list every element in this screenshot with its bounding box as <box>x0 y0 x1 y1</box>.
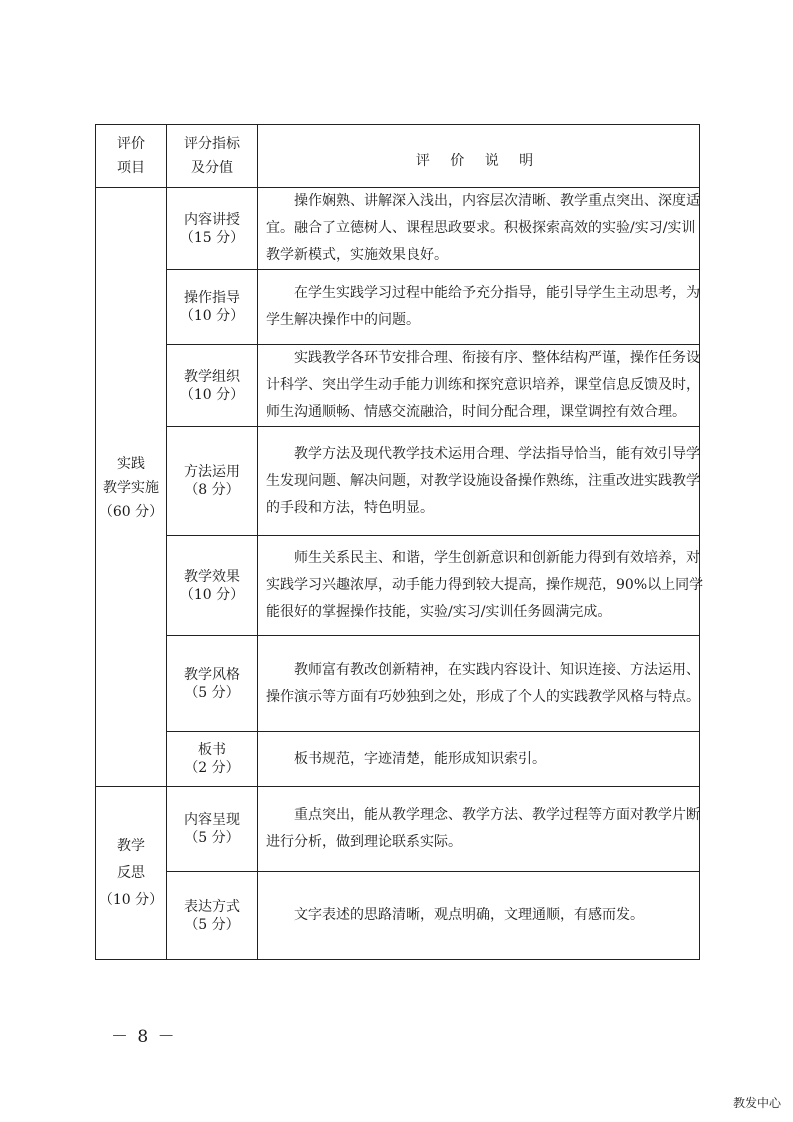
description-cell <box>258 732 700 787</box>
indicator-cell <box>167 872 258 960</box>
table-row <box>96 270 700 345</box>
description-line: 操作演示等方面有巧妙独到之处，形成了个人的实践教学风格与特点。 <box>266 688 700 705</box>
description-line: 实践教学各环节安排合理、衔接有序、整体结构严谨，操作任务设 <box>294 350 700 366</box>
indicator-score: （5 分） <box>184 830 240 846</box>
indicator-score: （10 分） <box>179 308 245 324</box>
indicator-cell <box>167 787 258 872</box>
evaluation-table <box>95 124 704 960</box>
description-cell <box>258 636 700 732</box>
description-line: 进行分析，做到理论联系实际。 <box>266 834 462 850</box>
description-line: 文字表述的思路清晰，观点明确，文理通顺，有感而发。 <box>294 907 644 923</box>
description-line: 师生关系民主、和谐，学生创新意识和创新能力得到有效培养，对 <box>294 550 700 566</box>
indicator-name: 表达方式 <box>184 898 240 915</box>
indicator-cell <box>167 345 258 427</box>
description-line: 师生沟通顺畅、情感交流融洽，时间分配合理，课堂调控有效合理。 <box>266 404 686 420</box>
table-row <box>96 536 700 636</box>
description-line: 在学生实践学习过程中能给予充分指导，能引导学生主动思考，为 <box>294 285 700 301</box>
description-cell <box>258 536 704 636</box>
indicator-name: 教学组织 <box>184 368 240 385</box>
indicator-cell <box>167 536 258 636</box>
section-score: （60 分） <box>98 504 164 520</box>
header-indicator-score <box>167 125 258 188</box>
indicator-cell <box>167 188 258 270</box>
description-line: 的手段和方法，特色明显。 <box>266 499 434 516</box>
description-line: 生发现问题、解决问题，对教学设施设备操作熟练，注重改进实践教学 <box>266 472 700 489</box>
description-line: 计科学、突出学生动手能力训练和探究意识培养，课堂信息反馈及时， <box>266 377 700 393</box>
description-line: 重点突出，能从教学理念、教学方法、教学过程等方面对教学片断 <box>294 807 700 823</box>
indicator-name: 教学效果 <box>184 568 240 585</box>
indicator-score: （2 分） <box>184 760 240 776</box>
table-row <box>96 345 700 427</box>
description-cell <box>258 427 700 536</box>
section-label: 实践 <box>117 456 145 472</box>
section-practical-teaching <box>96 188 167 787</box>
indicator-score: （10 分） <box>179 586 245 603</box>
footer-note: 教发中心 <box>733 1096 782 1110</box>
table-row <box>96 732 700 787</box>
section-label: 教学实施 <box>103 480 159 496</box>
description-line: 教师富有教改创新精神，在实践内容设计、知识连接、方法运用、 <box>294 661 700 678</box>
description-line: 宜。融合了立德树人、课程思政要求。积极探索高效的实验/实习/实训 <box>266 220 696 236</box>
indicator-name: 教学风格 <box>184 666 240 683</box>
header-text: 及分值 <box>191 160 233 176</box>
indicator-name: 方法运用 <box>184 464 240 480</box>
table-row <box>96 188 700 270</box>
indicator-name: 操作指导 <box>184 290 240 306</box>
table-header-row <box>96 125 700 188</box>
indicator-cell <box>167 427 258 536</box>
description-cell <box>258 270 700 345</box>
table-row <box>96 872 700 960</box>
table-row <box>96 636 700 732</box>
section-label: 反思 <box>117 864 145 881</box>
description-line: 教学新模式，实施效果良好。 <box>266 247 448 263</box>
header-text: 评价 <box>117 136 145 152</box>
table-row <box>96 787 700 872</box>
description-cell <box>258 345 700 427</box>
section-label: 教学 <box>117 837 145 854</box>
indicator-name: 内容讲授 <box>184 211 240 228</box>
page-number: － 8 － <box>111 1027 177 1047</box>
description-line: 能很好的掌握操作技能，实验/实习/实训任务圆满完成。 <box>266 604 612 620</box>
section-score: （10 分） <box>98 891 164 908</box>
description-line: 学生解决操作中的问题。 <box>266 312 420 328</box>
header-text: 评分指标 <box>184 136 240 152</box>
description-line: 教学方法及现代教学技术运用合理、学法指导恰当，能有效引导学 <box>294 445 700 462</box>
indicator-score: （5 分） <box>184 916 240 933</box>
indicator-cell <box>167 732 258 787</box>
indicator-score: （10 分） <box>179 386 245 403</box>
indicator-cell <box>167 270 258 345</box>
header-description: 评 价 说 明 <box>258 125 700 188</box>
indicator-name: 板书 <box>198 742 226 758</box>
header-evaluation-item <box>96 125 167 188</box>
indicator-score: （5 分） <box>184 684 240 701</box>
table-row <box>96 427 700 536</box>
description-line: 操作娴熟、讲解深入浅出，内容层次清晰、教学重点突出、深度适 <box>294 193 700 209</box>
indicator-cell <box>167 636 258 732</box>
indicator-score: （8 分） <box>184 482 240 498</box>
header-text: 项目 <box>117 160 145 176</box>
description-line: 板书规范，字迹清楚，能形成知识索引。 <box>294 750 546 767</box>
description-line: 实践学习兴趣浓厚，动手能力得到较大提高，操作规范，90%以上同学 <box>266 577 704 593</box>
indicator-score: （15 分） <box>179 229 245 246</box>
description-cell <box>258 787 700 872</box>
indicator-name: 内容呈现 <box>184 812 240 828</box>
description-cell <box>258 872 700 960</box>
description-cell <box>258 188 700 270</box>
section-teaching-reflection <box>96 787 167 960</box>
